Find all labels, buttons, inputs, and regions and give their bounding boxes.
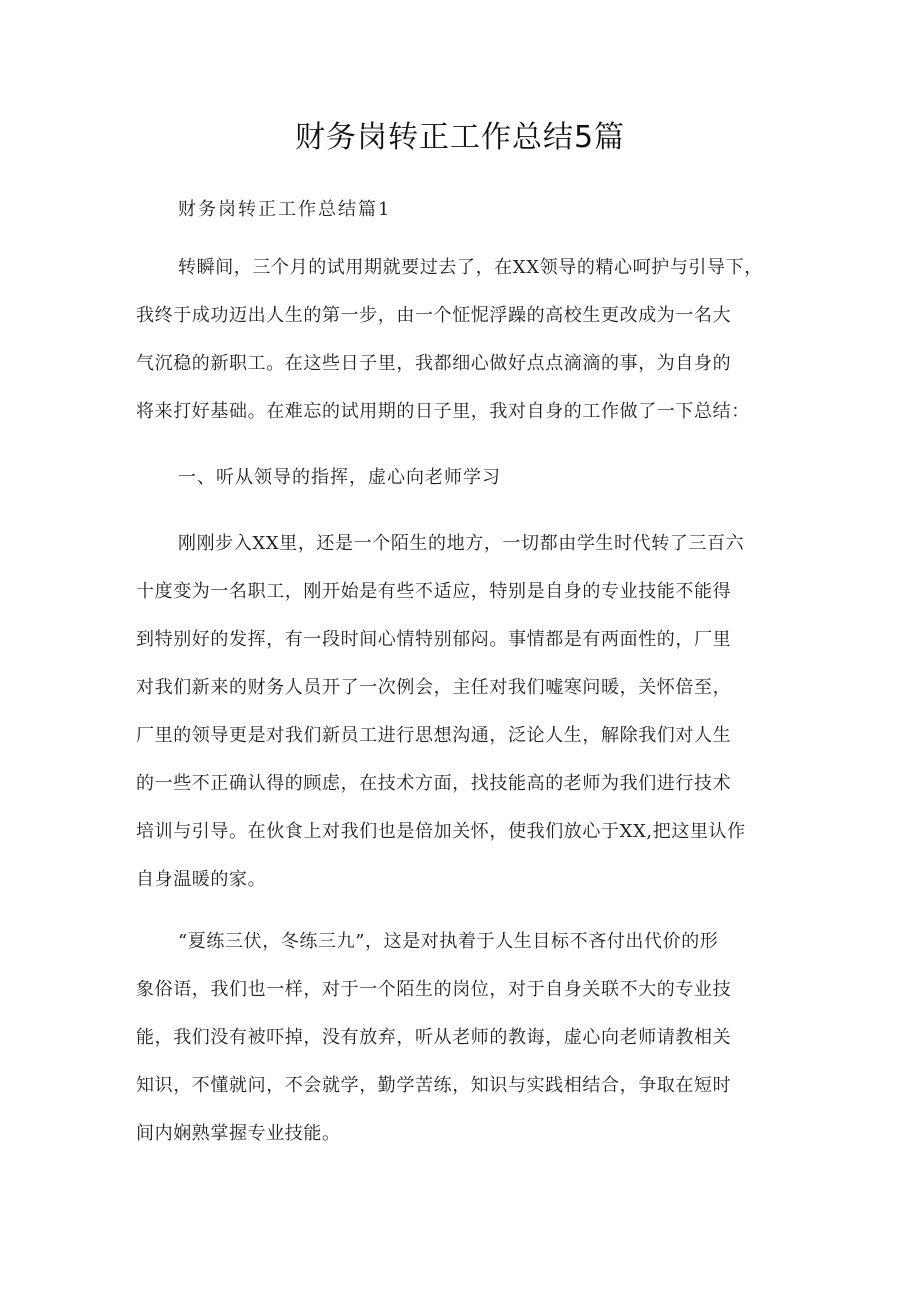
paragraph-body-1	[136, 520, 796, 904]
paragraph-line: 气沉稳的新职工。在这些日子里，我都细心做好点点滴滴的事，为自身的	[136, 353, 732, 374]
paragraph-line: 间内娴熟掌握专业技能。	[136, 1123, 341, 1144]
paragraph-line: 知识，不懂就问，不会就学，勤学苦练，知识与实践相结合，争取在短时	[136, 1075, 732, 1096]
paragraph-line: “夏练三伏，冬练三九”，这是对执着于人生目标不吝付出代价的形	[178, 931, 719, 952]
section-heading: 一、听从领导的指挥，虚心向老师学习	[178, 467, 501, 488]
paragraph-intro	[136, 244, 796, 436]
paragraph-line: 到特别好的发挥，有一段时间心情特别郁闷。事情都是有两面性的，厂里	[136, 629, 732, 650]
paragraph-line: 自身温暖的家。	[136, 869, 267, 890]
paragraph-line: 转瞬间，三个月的试用期就要过去了，在XX领导的精心呵护与引导下，	[178, 257, 763, 278]
paragraph-line: 将来打好基础。在难忘的试用期的日子里，我对自身的工作做了一下总结：	[136, 401, 750, 422]
paragraph-line: 象俗语，我们也一样，对于一个陌生的岗位，对于自身关联不大的专业技	[136, 979, 732, 1000]
paragraph-line: 我终于成功迈出人生的第一步，由一个怔怩浮躁的高校生更改成为一名大	[136, 305, 732, 326]
paragraph-line: 能，我们没有被吓掉，没有放弃，听从老师的教诲，虚心向老师请教相关	[136, 1027, 732, 1048]
section-subtitle: 财务岗转正工作总结篇1	[178, 199, 392, 220]
document-title: 财务岗转正工作总结5篇	[294, 120, 626, 155]
paragraph-line: 对我们新来的财务人员开了一次例会，主任对我们嘘寒问暖，关怀倍至，	[136, 677, 732, 698]
paragraph-line: 培训与引导。在伙食上对我们也是倍加关怀，使我们放心于XX,把这里认作	[136, 821, 746, 842]
paragraph-line: 刚刚步入XX里，还是一个陌生的地方，一切都由学生时代转了三百六	[178, 533, 745, 554]
paragraph-body-2	[136, 918, 796, 1158]
paragraph-line: 厂里的领导更是对我们新员工进行思想沟通，泛论人生，解除我们对人生	[136, 725, 732, 746]
paragraph-line: 的一些不正确认得的顾虑，在技术方面，找技能高的老师为我们进行技术	[136, 773, 732, 794]
paragraph-line: 十度变为一名职工，刚开始是有些不适应，特别是自身的专业技能不能得	[136, 581, 732, 602]
